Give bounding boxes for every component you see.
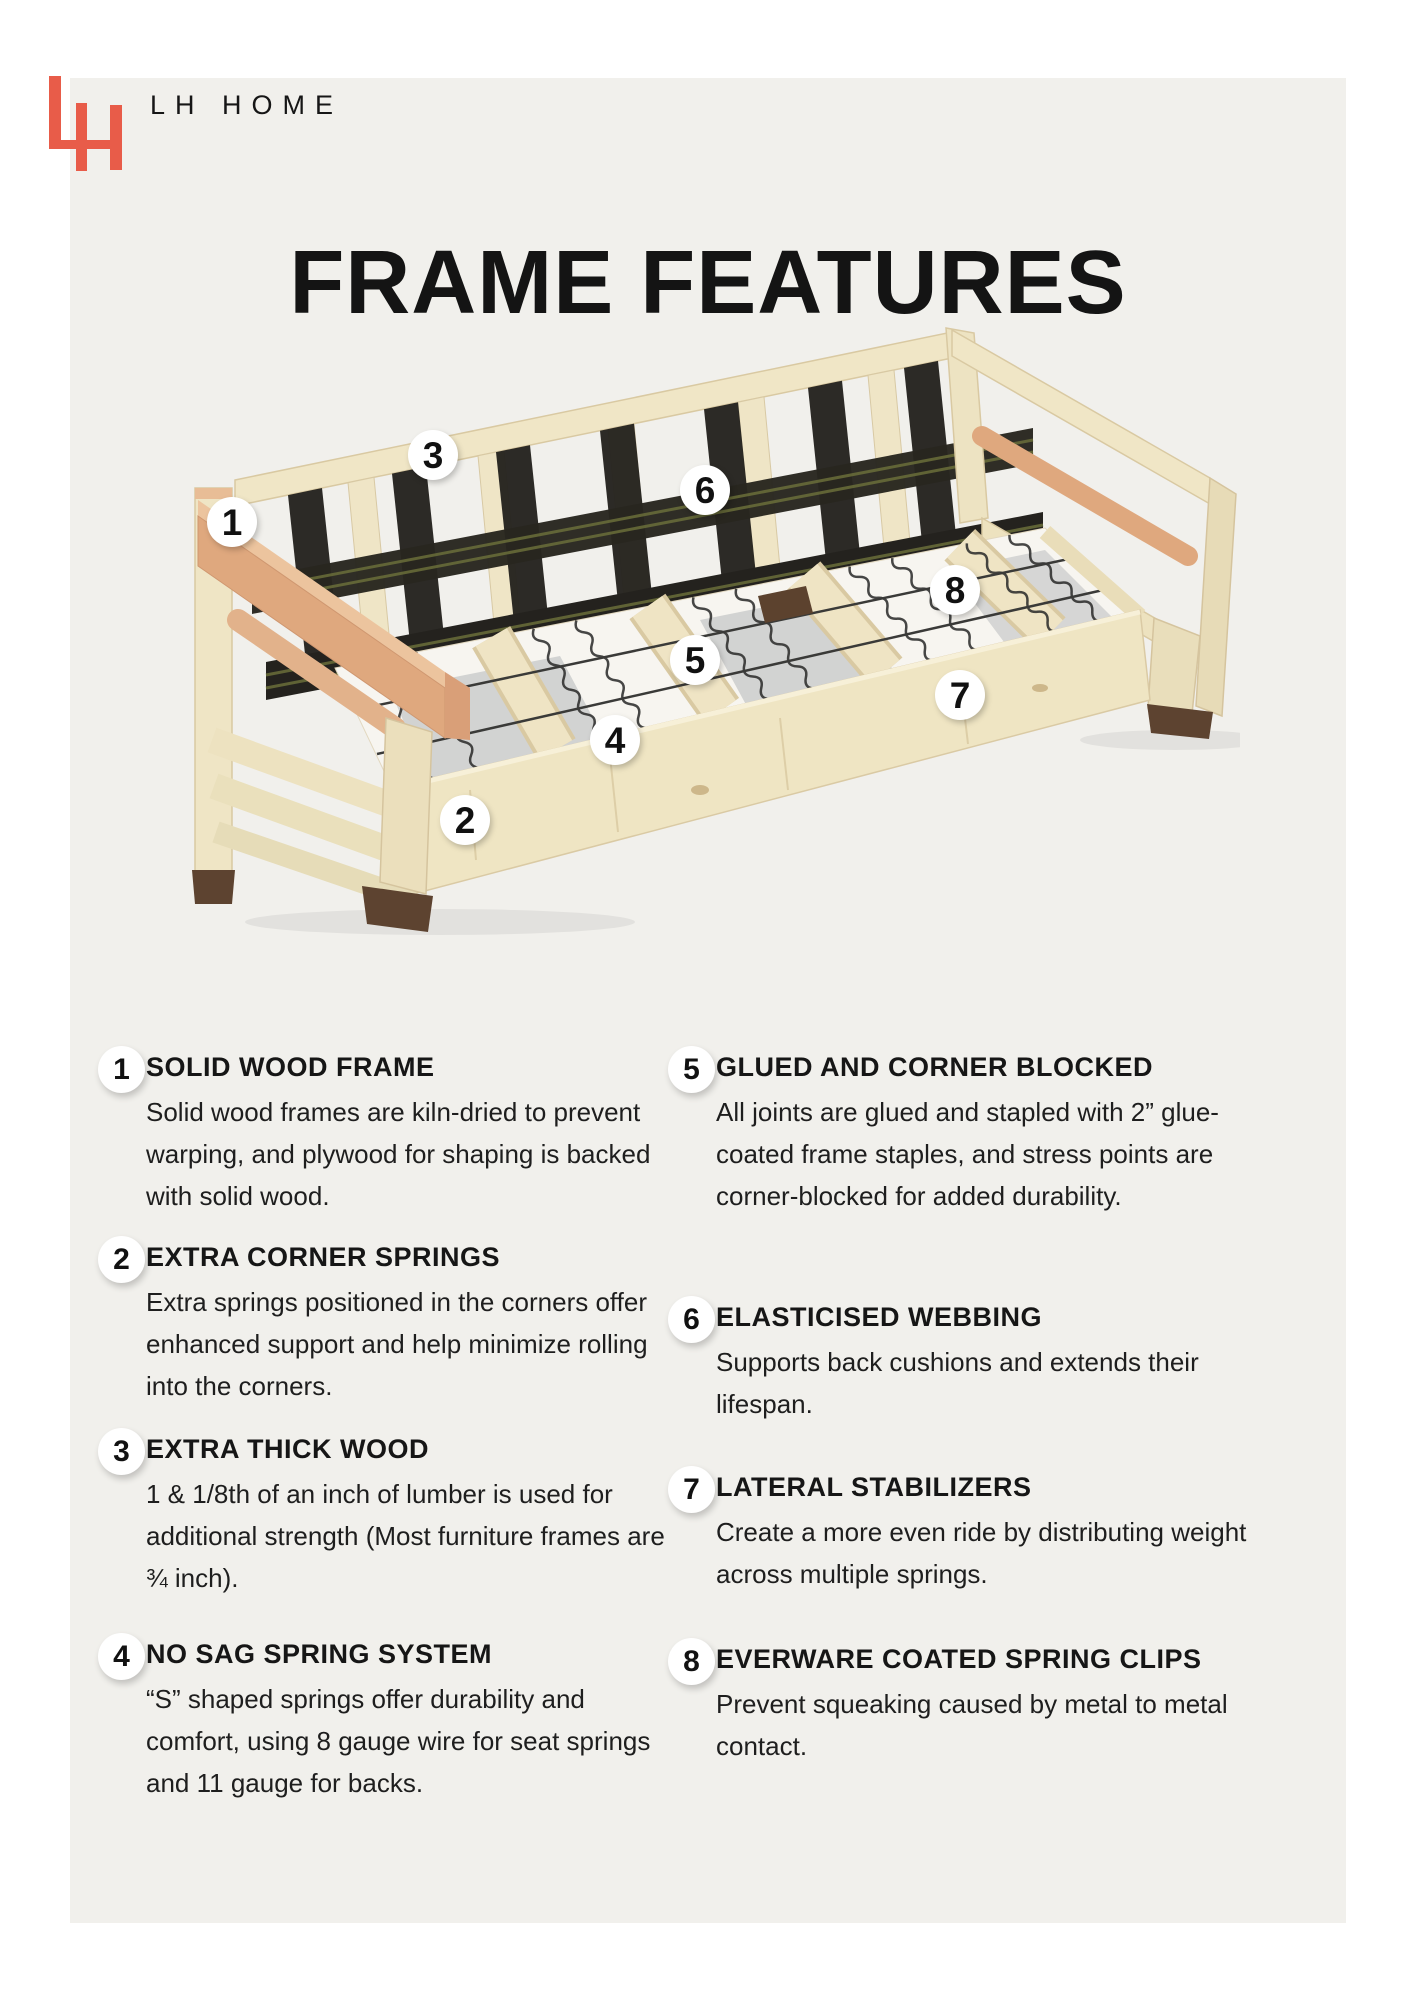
feature-body: Prevent squeaking caused by metal to metal contact. bbox=[716, 1689, 1228, 1762]
feature-body: Solid wood frames are kiln-dried to prevent warping, and plywood for shaping is backed with solid wood. bbox=[146, 1097, 651, 1212]
feature-item-5 bbox=[683, 1052, 1281, 1217]
sofa-frame-image bbox=[140, 320, 1240, 940]
callout-8 bbox=[930, 565, 980, 615]
feature-title: EXTRA THICK WOOD bbox=[146, 1434, 429, 1464]
right-arm-top-rail bbox=[952, 330, 1210, 504]
callout-number: 2 bbox=[454, 800, 476, 841]
callout-3 bbox=[408, 430, 458, 480]
lh-monogram-icon bbox=[49, 76, 123, 172]
right-front-post bbox=[1148, 618, 1200, 714]
feature-body: All joints are glued and stapled with 2” glue-coated frame staples, and stress points are corner-blocked for added durability. bbox=[716, 1097, 1219, 1212]
feature-body: “S” shaped springs offer durability and comfort, using 8 gauge wire for seat springs and 11 gauge for backs. bbox=[146, 1684, 651, 1799]
callout-number: 3 bbox=[422, 435, 444, 476]
feature-title: NO SAG SPRING SYSTEM bbox=[146, 1639, 493, 1669]
feature-title: EVERWARE COATED SPRING CLIPS bbox=[716, 1644, 1202, 1674]
callout-number: 6 bbox=[694, 470, 716, 511]
wood-knot bbox=[1032, 684, 1048, 692]
callout-7 bbox=[935, 670, 985, 720]
shadow bbox=[245, 909, 635, 935]
callout-6 bbox=[680, 465, 730, 515]
right-arm-outer-post bbox=[1196, 478, 1236, 716]
feature-number-badge: 3 bbox=[98, 1428, 145, 1475]
feature-body: 1 & 1/8th of an inch of lumber is used for additional strength (Most furniture frames are ¾ inch). bbox=[146, 1479, 665, 1594]
wood-knot bbox=[691, 785, 709, 795]
rear-left-foot bbox=[192, 870, 235, 904]
sofa-frame-illustration bbox=[192, 328, 1240, 935]
callout-number: 8 bbox=[944, 570, 966, 611]
feature-title: LATERAL STABILIZERS bbox=[716, 1472, 1032, 1502]
feature-number-badge: 4 bbox=[98, 1633, 145, 1680]
feature-title: GLUED AND CORNER BLOCKED bbox=[716, 1052, 1153, 1082]
feature-number-badge: 5 bbox=[668, 1046, 715, 1093]
feature-body: Extra springs positioned in the corners offer enhanced support and help minimize rolling into the corners. bbox=[146, 1287, 648, 1402]
feature-title: EXTRA CORNER SPRINGS bbox=[146, 1242, 501, 1272]
feature-number-badge: 8 bbox=[668, 1638, 715, 1685]
brand-name: LH HOME bbox=[150, 90, 344, 120]
feature-title: ELASTICISED WEBBING bbox=[716, 1302, 1043, 1332]
callout-number: 1 bbox=[221, 502, 243, 543]
feature-item-4 bbox=[113, 1639, 666, 1804]
feature-body: Supports back cushions and extends their lifespan. bbox=[716, 1347, 1199, 1420]
feature-item-7 bbox=[683, 1472, 1281, 1595]
left-front-post bbox=[380, 718, 432, 894]
feature-item-6 bbox=[683, 1302, 1281, 1425]
feature-number-badge: 6 bbox=[668, 1296, 715, 1343]
feature-item-3 bbox=[113, 1434, 666, 1599]
callout-number: 4 bbox=[604, 720, 626, 761]
callout-4 bbox=[590, 715, 640, 765]
feature-number-badge: 2 bbox=[98, 1236, 145, 1283]
feature-item-1 bbox=[113, 1052, 666, 1217]
feature-item-8 bbox=[683, 1644, 1281, 1767]
callout-5 bbox=[670, 635, 720, 685]
feature-number-badge: 1 bbox=[98, 1046, 145, 1093]
post-end-grain bbox=[195, 488, 232, 499]
feature-title: SOLID WOOD FRAME bbox=[146, 1052, 435, 1082]
feature-body: Create a more even ride by distributing weight across multiple springs. bbox=[716, 1517, 1247, 1590]
feature-number-badge: 7 bbox=[668, 1466, 715, 1513]
page-title: FRAME FEATURES bbox=[289, 233, 1127, 333]
callout-number: 7 bbox=[949, 675, 971, 716]
callout-1 bbox=[207, 497, 257, 547]
feature-item-2 bbox=[113, 1242, 666, 1407]
callout-2 bbox=[440, 795, 490, 845]
callout-number: 5 bbox=[684, 640, 706, 681]
